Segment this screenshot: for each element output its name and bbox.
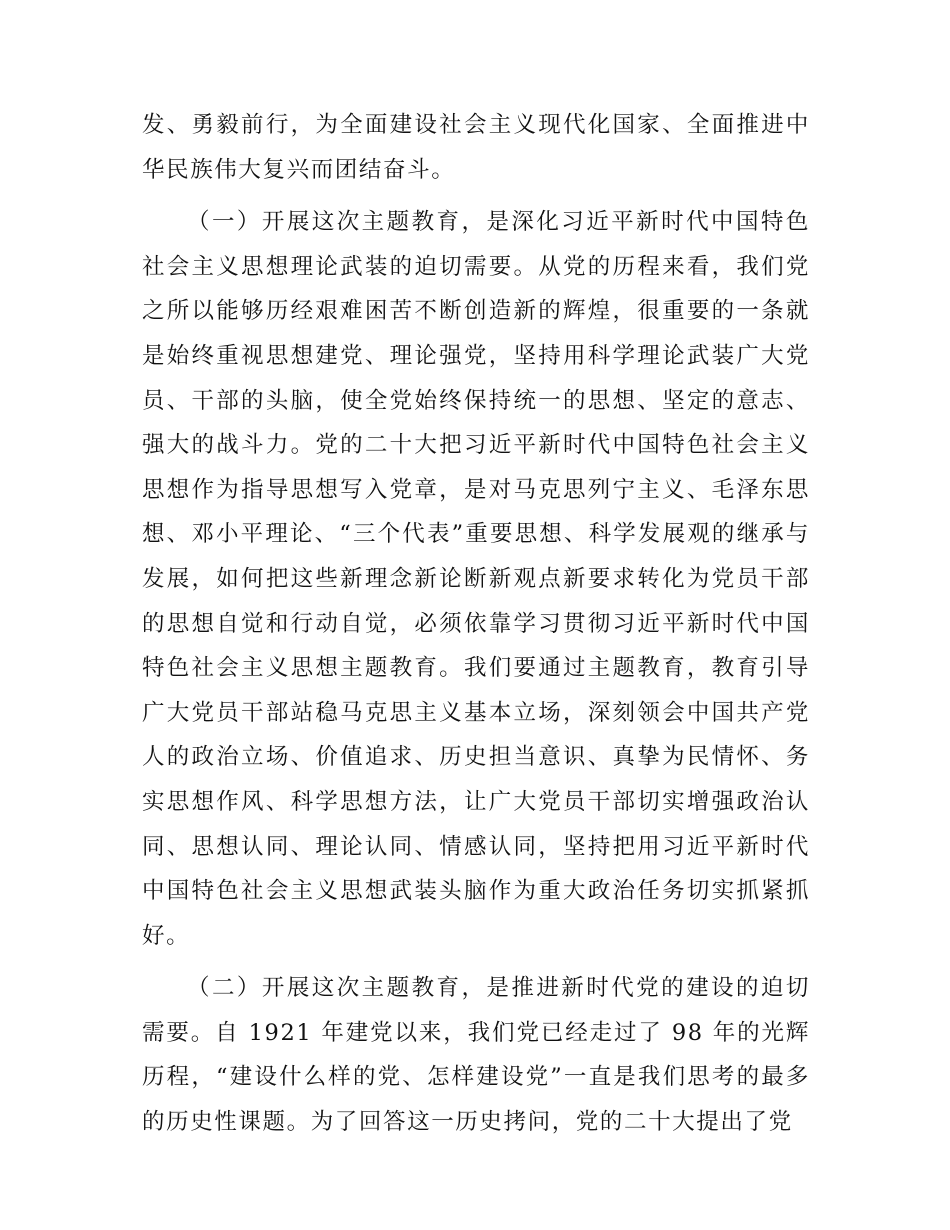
paragraph-continuation: 发、勇毅前行，为全面建设社会主义现代化国家、全面推进中华民族伟大复兴而团结奋斗。 <box>142 112 810 183</box>
document-body <box>142 103 810 1145</box>
paragraph-section-one: （一）开展这次主题教育，是深化习近平新时代中国特色社会主义思想理论武装的迫切需要。从党的历程来看，我们党之所以能够历经艰难困苦不断创造新的辉煌，很重要的一条就是始终重视思想建党、理论强党，坚持用科学理论武装广大党员、干部的头脑，使全党始终保持统一的思想、坚定的意志、强大的战斗力。党的二十大把习近平新时代中国特色社会主义思想作为指导思想写入党章，是对马克思列宁主义、毛泽东思想、邓小平理论、“三个代表”重要思想、科学发展观的继承与发展，如何把这些新理念新论断新观点新要求转化为党员干部的思想自觉和行动自觉，必须依靠学习贯彻习近平新时代中国特色社会主义思想主题教育。我们要通过主题教育，教育引导广大党员干部站稳马克思主义基本立场，深刻领会中国共产党人的政治立场、价值追求、历史担当意识、真挚为民情怀、务实思想作风、科学思想方法，让广大党员干部切实增强政治认同、思想认同、理论认同、情感认同，坚持把用习近平新时代中国特色社会主义思想武装头脑作为重大政治任务切实抓紧抓好。 <box>142 209 810 949</box>
paragraph-section-two: （二）开展这次主题教育，是推进新时代党的建设的迫切需要。自 1921 年建党以来，我们党已经走过了 98 年的光辉历程，“建设什么样的党、怎样建设党”一直是我们思考的最多的历史性课题。为了回答这一历史拷问，党的二十大提出了党 <box>142 975 810 1136</box>
